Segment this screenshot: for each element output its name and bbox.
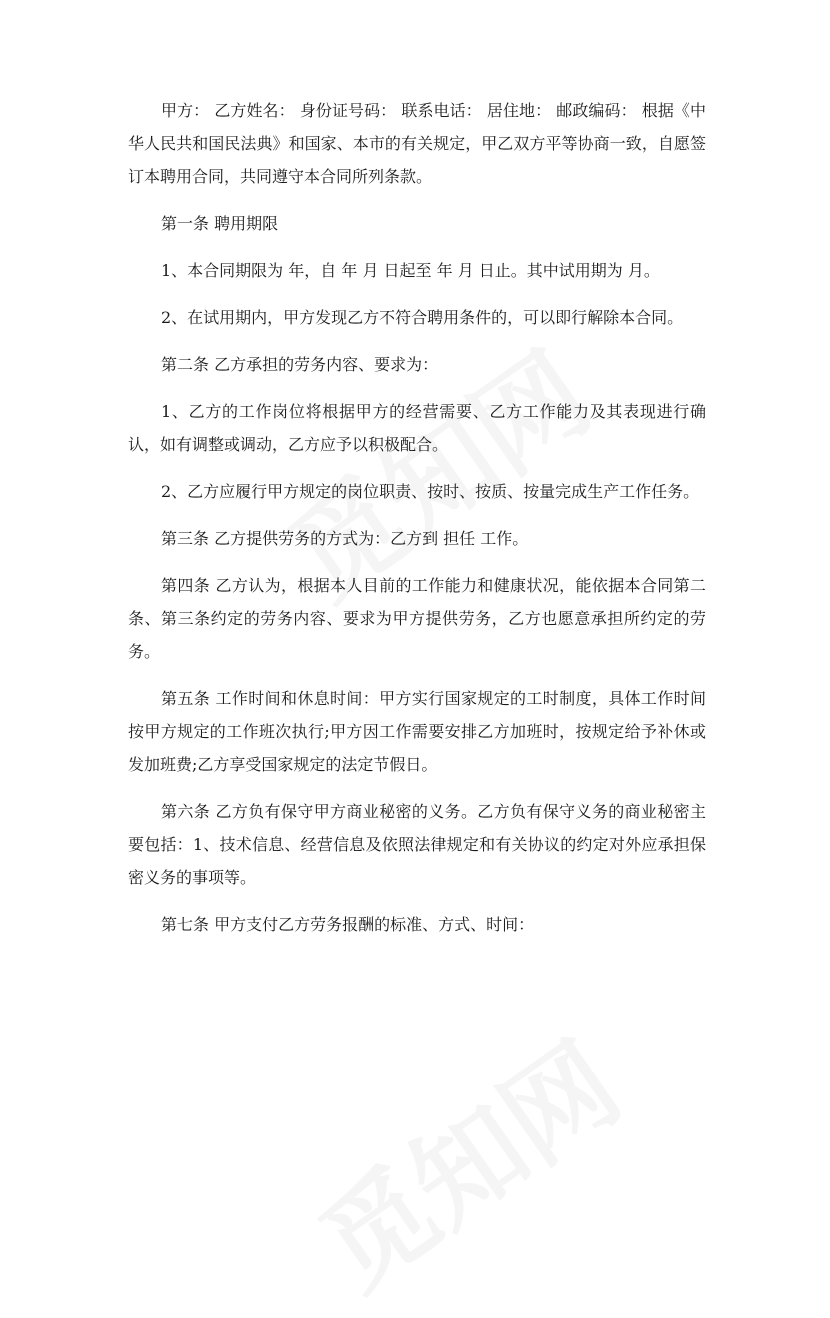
article-1-clause-2: 2、在试用期内，甲方发现乙方不符合聘用条件的，可以即行解除本合同。 bbox=[161, 308, 684, 327]
article-5: 第五条 工作时间和休息时间：甲方实行国家规定的工时制度，具体工作时间按甲方规定的工作班次执行;甲方因工作需要安排乙方加班时，按规定给予补休或发加班费;乙方享受国家规定的法定节假日。 bbox=[128, 689, 706, 774]
watermark bbox=[285, 1000, 646, 1318]
article-1-heading: 第一条 聘用期限 bbox=[161, 214, 279, 233]
article-4: 第四条 乙方认为，根据本人目前的工作能力和健康状况，能依据本合同第二条、第三条约定的劳务内容、要求为甲方提供劳务，乙方也愿意承担所约定的劳务。 bbox=[128, 576, 706, 661]
preamble-paragraph: 甲方： 乙方姓名： 身份证号码： 联系电话： 居住地： 邮政编码： 根据《中华人民共和国民法典》和国家、本市的有关规定，甲乙双方平等协商一致，自愿签订本聘用合同，共同遵守本合同所列条款。 bbox=[128, 101, 706, 186]
contract-body bbox=[128, 94, 706, 941]
article-2-heading: 第二条 乙方承担的劳务内容、要求为： bbox=[161, 355, 439, 374]
article-6: 第六条 乙方负有保守甲方商业秘密的义务。乙方负有保守义务的商业秘密主要包括：1、技术信息、经营信息及依照法律规定和有关协议的约定对外应承担保密义务的事项等。 bbox=[128, 802, 706, 887]
article-2-clause-1: 1、乙方的工作岗位将根据甲方的经营需要、乙方工作能力及其表现进行确认，如有调整或调动，乙方应予以积极配合。 bbox=[128, 402, 706, 454]
article-2-clause-2: 2、乙方应履行甲方规定的岗位职责、按时、按质、按量完成生产工作任务。 bbox=[161, 482, 700, 501]
article-3: 第三条 乙方提供劳务的方式为：乙方到 担任 工作。 bbox=[161, 529, 529, 548]
article-1-clause-1: 1、本合同期限为 年，自 年 月 日起至 年 月 日止。其中试用期为 月。 bbox=[161, 261, 660, 280]
article-7: 第七条 甲方支付乙方劳务报酬的标准、方式、时间： bbox=[161, 915, 535, 934]
